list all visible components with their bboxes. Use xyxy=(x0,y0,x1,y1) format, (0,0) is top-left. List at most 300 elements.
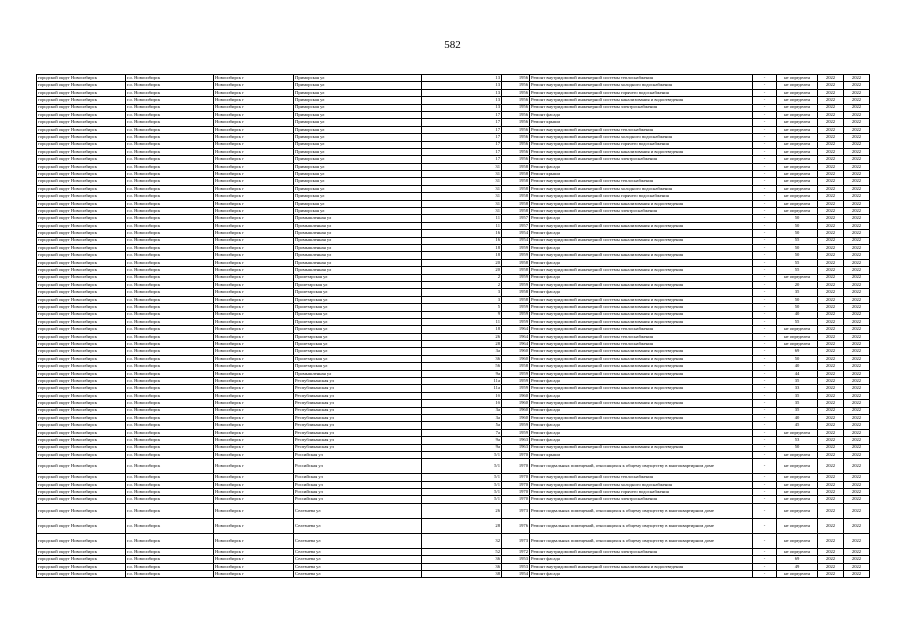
table-row xyxy=(37,281,870,288)
settlement-cell: г.о. Новосибирск xyxy=(126,548,214,555)
city-cell: Новосибирск г xyxy=(214,481,294,488)
city-cell: Новосибирск г xyxy=(214,414,294,421)
okrug-cell: городской округ Новосибирск xyxy=(37,148,126,155)
settlement-cell: г.о. Новосибирск xyxy=(126,281,214,288)
house-number-cell: 5 xyxy=(422,304,502,311)
settlement-cell: г.о. Новосибирск xyxy=(126,185,214,192)
year-start-cell: 2022 xyxy=(818,563,844,570)
work-type-cell: Ремонт внутридомовой инженерной системы холодного водоснабжения xyxy=(530,481,753,488)
year-end-cell: 2022 xyxy=(844,215,870,222)
house-number-cell: 3а xyxy=(422,407,502,414)
year-end-cell: 2022 xyxy=(844,348,870,355)
year-start-cell: 2022 xyxy=(818,89,844,96)
work-type-cell: Ремонт фасада xyxy=(530,244,753,251)
work-type-cell: Ремонт крыши xyxy=(530,171,753,178)
year-end-cell: 2022 xyxy=(844,481,870,488)
city-cell: Новосибирск г xyxy=(214,200,294,207)
okrug-cell: городской округ Новосибирск xyxy=(37,503,126,518)
city-cell: Новосибирск г xyxy=(214,185,294,192)
year-start-cell: 2022 xyxy=(818,437,844,444)
year-start-cell: 2022 xyxy=(818,326,844,333)
table-row xyxy=(37,518,870,533)
dash-cell: - xyxy=(753,237,777,244)
work-type-cell: Ремонт внутридомовой инженерной системы горячего водоснабжения xyxy=(530,193,753,200)
dash-cell: - xyxy=(753,414,777,421)
build-year-cell: 1956 xyxy=(502,89,530,96)
settlement-cell: г.о. Новосибирск xyxy=(126,355,214,362)
settlement-cell: г.о. Новосибирск xyxy=(126,296,214,303)
year-end-cell: 2022 xyxy=(844,414,870,421)
settlement-cell: г.о. Новосибирск xyxy=(126,489,214,496)
year-end-cell: 2022 xyxy=(844,289,870,296)
work-type-cell: Ремонт подвальных помещений, относящихся к общему имуществу в многоквартирном доме xyxy=(530,518,753,533)
table-row xyxy=(37,326,870,333)
okrug-cell: городской округ Новосибирск xyxy=(37,392,126,399)
year-end-cell: 2022 xyxy=(844,171,870,178)
settlement-cell: г.о. Новосибирск xyxy=(126,193,214,200)
cost-cell: не определен xyxy=(777,496,818,503)
table-row xyxy=(37,503,870,518)
year-start-cell: 2022 xyxy=(818,267,844,274)
okrug-cell: городской округ Новосибирск xyxy=(37,296,126,303)
settlement-cell: г.о. Новосибирск xyxy=(126,392,214,399)
okrug-cell: городской округ Новосибирск xyxy=(37,363,126,370)
table-row xyxy=(37,348,870,355)
street-cell: Приморская ул xyxy=(294,171,422,178)
city-cell: Новосибирск г xyxy=(214,178,294,185)
year-end-cell: 2022 xyxy=(844,97,870,104)
settlement-cell: г.о. Новосибирск xyxy=(126,414,214,421)
okrug-cell: городской округ Новосибирск xyxy=(37,274,126,281)
build-year-cell: 1958 xyxy=(502,289,530,296)
dash-cell: - xyxy=(753,97,777,104)
table-row xyxy=(37,230,870,237)
work-type-cell: Ремонт внутридомовой инженерной системы канализования и водоотведения xyxy=(530,200,753,207)
year-start-cell: 2022 xyxy=(818,141,844,148)
street-cell: Республиканская ул xyxy=(294,385,422,392)
build-year-cell: 1958 xyxy=(502,193,530,200)
street-cell: Приморская ул xyxy=(294,89,422,96)
dash-cell: - xyxy=(753,141,777,148)
okrug-cell: городской округ Новосибирск xyxy=(37,244,126,251)
work-type-cell: Ремонт внутридомовой инженерной системы электроснабжения xyxy=(530,496,753,503)
year-start-cell: 2022 xyxy=(818,444,844,451)
city-cell: Новосибирск г xyxy=(214,89,294,96)
year-start-cell: 2022 xyxy=(818,171,844,178)
city-cell: Новосибирск г xyxy=(214,82,294,89)
build-year-cell: 1958 xyxy=(502,178,530,185)
cost-cell: 40 xyxy=(777,363,818,370)
city-cell: Новосибирск г xyxy=(214,267,294,274)
okrug-cell: городской округ Новосибирск xyxy=(37,474,126,481)
okrug-cell: городской округ Новосибирск xyxy=(37,414,126,421)
city-cell: Новосибирск г xyxy=(214,274,294,281)
okrug-cell: городской округ Новосибирск xyxy=(37,370,126,377)
build-year-cell: 1956 xyxy=(502,104,530,111)
work-type-cell: Ремонт фасада xyxy=(530,422,753,429)
house-number-cell: 3а xyxy=(422,414,502,421)
year-end-cell: 2022 xyxy=(844,548,870,555)
settlement-cell: г.о. Новосибирск xyxy=(126,222,214,229)
year-end-cell: 2022 xyxy=(844,533,870,548)
dash-cell: - xyxy=(753,289,777,296)
table-row xyxy=(37,215,870,222)
house-number-cell: 5/1 xyxy=(422,496,502,503)
year-end-cell: 2022 xyxy=(844,571,870,578)
year-end-cell: 2022 xyxy=(844,326,870,333)
dash-cell: - xyxy=(753,407,777,414)
settlement-cell: г.о. Новосибирск xyxy=(126,518,214,533)
okrug-cell: городской округ Новосибирск xyxy=(37,75,126,82)
street-cell: Приморская ул xyxy=(294,97,422,104)
year-start-cell: 2022 xyxy=(818,296,844,303)
work-type-cell: Ремонт внутридомовой инженерной системы теплоснабжения xyxy=(530,126,753,133)
year-end-cell: 2022 xyxy=(844,385,870,392)
dash-cell: - xyxy=(753,185,777,192)
cost-cell: не определен xyxy=(777,82,818,89)
year-end-cell: 2022 xyxy=(844,259,870,266)
cost-cell: 55 xyxy=(777,318,818,325)
okrug-cell: городской округ Новосибирск xyxy=(37,422,126,429)
year-end-cell: 2022 xyxy=(844,200,870,207)
street-cell: Приморская ул xyxy=(294,148,422,155)
year-start-cell: 2022 xyxy=(818,378,844,385)
year-end-cell: 2022 xyxy=(844,119,870,126)
cost-cell: не определен xyxy=(777,193,818,200)
work-type-cell: Ремонт внутридомовой инженерной системы горячего водоснабжения xyxy=(530,89,753,96)
settlement-cell: г.о. Новосибирск xyxy=(126,119,214,126)
city-cell: Новосибирск г xyxy=(214,318,294,325)
city-cell: Новосибирск г xyxy=(214,311,294,318)
okrug-cell: городской округ Новосибирск xyxy=(37,481,126,488)
year-end-cell: 2022 xyxy=(844,75,870,82)
dash-cell: - xyxy=(753,422,777,429)
work-type-cell: Ремонт фасада xyxy=(530,392,753,399)
settlement-cell: г.о. Новосибирск xyxy=(126,459,214,474)
settlement-cell: г.о. Новосибирск xyxy=(126,237,214,244)
street-cell: Приморская ул xyxy=(294,111,422,118)
year-end-cell: 2022 xyxy=(844,392,870,399)
house-number-cell: 17 xyxy=(422,126,502,133)
house-number-cell: 11 xyxy=(422,222,502,229)
year-end-cell: 2022 xyxy=(844,341,870,348)
settlement-cell: г.о. Новосибирск xyxy=(126,259,214,266)
year-start-cell: 2022 xyxy=(818,237,844,244)
work-type-cell: Ремонт внутридомовой инженерной системы канализования и водоотведения xyxy=(530,97,753,104)
street-cell: Российская ул xyxy=(294,496,422,503)
year-start-cell: 2022 xyxy=(818,341,844,348)
okrug-cell: городской округ Новосибирск xyxy=(37,171,126,178)
year-end-cell: 2022 xyxy=(844,82,870,89)
work-type-cell: Ремонт внутридомовой инженерной системы горячего водоснабжения xyxy=(530,489,753,496)
city-cell: Новосибирск г xyxy=(214,208,294,215)
okrug-cell: городской округ Новосибирск xyxy=(37,548,126,555)
work-type-cell: Ремонт внутридомовой инженерной системы канализования и водоотведения xyxy=(530,281,753,288)
house-number-cell: 5/1 xyxy=(422,459,502,474)
year-end-cell: 2022 xyxy=(844,370,870,377)
year-start-cell: 2022 xyxy=(818,163,844,170)
street-cell: Приморская ул xyxy=(294,163,422,170)
year-start-cell: 2022 xyxy=(818,422,844,429)
city-cell: Новосибирск г xyxy=(214,563,294,570)
table-row xyxy=(37,126,870,133)
table-row xyxy=(37,407,870,414)
house-number-cell: 56 xyxy=(422,363,502,370)
work-type-cell: Ремонт фасада xyxy=(530,259,753,266)
street-cell: Приморская ул xyxy=(294,178,422,185)
build-year-cell: 1960 xyxy=(502,348,530,355)
settlement-cell: г.о. Новосибирск xyxy=(126,82,214,89)
okrug-cell: городской округ Новосибирск xyxy=(37,126,126,133)
house-number-cell: 20 xyxy=(422,259,502,266)
street-cell: Приморская ул xyxy=(294,134,422,141)
house-number-cell: 13 xyxy=(422,97,502,104)
table-row xyxy=(37,556,870,563)
work-type-cell: Ремонт фасада xyxy=(530,571,753,578)
okrug-cell: городской округ Новосибирск xyxy=(37,208,126,215)
build-year-cell: 1958 xyxy=(502,171,530,178)
house-number-cell: 36 xyxy=(422,556,502,563)
house-number-cell: 26 xyxy=(422,503,502,518)
table-row xyxy=(37,185,870,192)
house-number-cell: 11а xyxy=(422,385,502,392)
cost-cell: 55 xyxy=(777,259,818,266)
city-cell: Новосибирск г xyxy=(214,111,294,118)
year-end-cell: 2022 xyxy=(844,89,870,96)
city-cell: Новосибирск г xyxy=(214,281,294,288)
cost-cell: не определен xyxy=(777,141,818,148)
dash-cell: - xyxy=(753,222,777,229)
dash-cell: - xyxy=(753,437,777,444)
house-number-cell: 2 xyxy=(422,274,502,281)
okrug-cell: городской округ Новосибирск xyxy=(37,178,126,185)
street-cell: Селезнева ул xyxy=(294,571,422,578)
house-number-cell: 31 xyxy=(422,185,502,192)
work-type-cell: Ремонт внутридомовой инженерной системы теплоснабжения xyxy=(530,326,753,333)
okrug-cell: городской округ Новосибирск xyxy=(37,341,126,348)
cost-cell: 53 xyxy=(777,437,818,444)
dash-cell: - xyxy=(753,533,777,548)
street-cell: Пролетарская ул xyxy=(294,296,422,303)
table-row xyxy=(37,318,870,325)
dash-cell: - xyxy=(753,193,777,200)
work-type-cell: Ремонт фасада xyxy=(530,556,753,563)
street-cell: Селезнева ул xyxy=(294,533,422,548)
dash-cell: - xyxy=(753,548,777,555)
cost-cell: не определен xyxy=(777,459,818,474)
house-number-cell: 3 xyxy=(422,289,502,296)
year-end-cell: 2022 xyxy=(844,111,870,118)
cost-cell: 69 xyxy=(777,556,818,563)
house-number-cell: 18 xyxy=(422,244,502,251)
city-cell: Новосибирск г xyxy=(214,97,294,104)
house-number-cell: 17 xyxy=(422,141,502,148)
okrug-cell: городской округ Новосибирск xyxy=(37,311,126,318)
cost-cell: 69 xyxy=(777,348,818,355)
year-start-cell: 2022 xyxy=(818,363,844,370)
year-start-cell: 2022 xyxy=(818,289,844,296)
table-row xyxy=(37,119,870,126)
cost-cell: 35 xyxy=(777,289,818,296)
cost-cell: не определен xyxy=(777,119,818,126)
cost-cell: 45 xyxy=(777,422,818,429)
dash-cell: - xyxy=(753,489,777,496)
year-end-cell: 2022 xyxy=(844,496,870,503)
build-year-cell: 1954 xyxy=(502,571,530,578)
dash-cell: - xyxy=(753,311,777,318)
table-row xyxy=(37,274,870,281)
table-row xyxy=(37,244,870,251)
work-type-cell: Ремонт внутридомовой инженерной системы канализования и водоотведения xyxy=(530,348,753,355)
okrug-cell: городской округ Новосибирск xyxy=(37,385,126,392)
settlement-cell: г.о. Новосибирск xyxy=(126,311,214,318)
city-cell: Новосибирск г xyxy=(214,244,294,251)
build-year-cell: 1958 xyxy=(502,163,530,170)
build-year-cell: 1956 xyxy=(502,141,530,148)
build-year-cell: 1958 xyxy=(502,185,530,192)
table-row xyxy=(37,474,870,481)
street-cell: Пролетарская ул xyxy=(294,311,422,318)
house-number-cell: 11а xyxy=(422,378,502,385)
year-end-cell: 2022 xyxy=(844,503,870,518)
cost-cell: 20 xyxy=(777,281,818,288)
build-year-cell: 1960 xyxy=(502,392,530,399)
year-start-cell: 2022 xyxy=(818,178,844,185)
city-cell: Новосибирск г xyxy=(214,156,294,163)
work-type-cell: Ремонт внутридомовой инженерной системы канализования и водоотведения xyxy=(530,237,753,244)
city-cell: Новосибирск г xyxy=(214,496,294,503)
build-year-cell: 1958 xyxy=(502,267,530,274)
year-end-cell: 2022 xyxy=(844,333,870,340)
street-cell: Селезнева ул xyxy=(294,548,422,555)
year-start-cell: 2022 xyxy=(818,518,844,533)
build-year-cell: 1956 xyxy=(502,82,530,89)
work-type-cell: Ремонт подвальных помещений, относящихся к общему имуществу в многоквартирном доме xyxy=(530,459,753,474)
settlement-cell: г.о. Новосибирск xyxy=(126,326,214,333)
work-type-cell: Ремонт фасада xyxy=(530,407,753,414)
street-cell: Селезнева ул xyxy=(294,503,422,518)
street-cell: Пролетарская ул xyxy=(294,355,422,362)
settlement-cell: г.о. Новосибирск xyxy=(126,451,214,458)
table-row xyxy=(37,193,870,200)
cost-cell: не определен xyxy=(777,326,818,333)
work-type-cell: Ремонт внутридомовой инженерной системы холодного водоснабжения xyxy=(530,82,753,89)
settlement-cell: г.о. Новосибирск xyxy=(126,134,214,141)
street-cell: Республиканская ул xyxy=(294,400,422,407)
house-number-cell: 5а xyxy=(422,422,502,429)
house-number-cell: 11 xyxy=(422,318,502,325)
street-cell: Приморская ул xyxy=(294,82,422,89)
cost-cell: не определен xyxy=(777,200,818,207)
settlement-cell: г.о. Новосибирск xyxy=(126,111,214,118)
city-cell: Новосибирск г xyxy=(214,400,294,407)
work-type-cell: Ремонт внутридомовой инженерной системы электроснабжения xyxy=(530,208,753,215)
street-cell: Пролетарская ул xyxy=(294,281,422,288)
city-cell: Новосибирск г xyxy=(214,407,294,414)
cost-cell: 50 xyxy=(777,230,818,237)
year-start-cell: 2022 xyxy=(818,82,844,89)
build-year-cell: 1963 xyxy=(502,437,530,444)
cost-cell: не определен xyxy=(777,126,818,133)
year-start-cell: 2022 xyxy=(818,75,844,82)
street-cell: Промышленная ул xyxy=(294,267,422,274)
settlement-cell: г.о. Новосибирск xyxy=(126,444,214,451)
build-year-cell: 1959 xyxy=(502,318,530,325)
work-type-cell: Ремонт подвальных помещений, относящихся к общему имуществу в многоквартирном доме xyxy=(530,503,753,518)
dash-cell: - xyxy=(753,304,777,311)
year-end-cell: 2022 xyxy=(844,281,870,288)
build-year-cell: 1959 xyxy=(502,311,530,318)
cost-cell: не определен xyxy=(777,185,818,192)
okrug-cell: городской округ Новосибирск xyxy=(37,437,126,444)
okrug-cell: городской округ Новосибирск xyxy=(37,571,126,578)
cost-cell: не определен xyxy=(777,548,818,555)
cost-cell: не определен xyxy=(777,489,818,496)
city-cell: Новосибирск г xyxy=(214,215,294,222)
work-type-cell: Ремонт внутридомовой инженерной системы канализования и водоотведения xyxy=(530,311,753,318)
house-number-cell: 13 xyxy=(422,104,502,111)
street-cell: Приморская ул xyxy=(294,185,422,192)
cost-cell: 50 xyxy=(777,444,818,451)
table-row xyxy=(37,75,870,82)
year-start-cell: 2022 xyxy=(818,571,844,578)
work-type-cell: Ремонт фасада xyxy=(530,437,753,444)
street-cell: Промышленная ул xyxy=(294,259,422,266)
dash-cell: - xyxy=(753,134,777,141)
dash-cell: - xyxy=(753,571,777,578)
okrug-cell: городской округ Новосибирск xyxy=(37,141,126,148)
street-cell: Пролетарская ул xyxy=(294,304,422,311)
work-type-cell: Ремонт внутридомовой инженерной системы теплоснабжения xyxy=(530,333,753,340)
cost-cell: 50 xyxy=(777,215,818,222)
dash-cell: - xyxy=(753,215,777,222)
dash-cell: - xyxy=(753,363,777,370)
table-row xyxy=(37,89,870,96)
build-year-cell: 1960 xyxy=(502,400,530,407)
build-year-cell: 1957 xyxy=(502,215,530,222)
okrug-cell: городской округ Новосибирск xyxy=(37,104,126,111)
dash-cell: - xyxy=(753,326,777,333)
city-cell: Новосибирск г xyxy=(214,259,294,266)
table-row xyxy=(37,304,870,311)
cost-cell: 35 xyxy=(777,407,818,414)
dash-cell: - xyxy=(753,267,777,274)
okrug-cell: городской округ Новосибирск xyxy=(37,134,126,141)
city-cell: Новосибирск г xyxy=(214,134,294,141)
work-type-cell: Ремонт фасада xyxy=(530,429,753,436)
dash-cell: - xyxy=(753,178,777,185)
table-row xyxy=(37,489,870,496)
year-start-cell: 2022 xyxy=(818,274,844,281)
cost-cell: не определен xyxy=(777,474,818,481)
cost-cell: не определен xyxy=(777,274,818,281)
work-type-cell: Ремонт внутридомовой инженерной системы канализования и водоотведения xyxy=(530,355,753,362)
street-cell: Промышленная ул xyxy=(294,252,422,259)
table-row xyxy=(37,385,870,392)
dash-cell: - xyxy=(753,89,777,96)
build-year-cell: 1959 xyxy=(502,370,530,377)
okrug-cell: городской округ Новосибирск xyxy=(37,496,126,503)
table-row xyxy=(37,200,870,207)
okrug-cell: городской округ Новосибирск xyxy=(37,489,126,496)
year-end-cell: 2022 xyxy=(844,363,870,370)
table-row xyxy=(37,444,870,451)
city-cell: Новосибирск г xyxy=(214,385,294,392)
okrug-cell: городской округ Новосибирск xyxy=(37,556,126,563)
house-number-cell: 13 xyxy=(422,82,502,89)
year-end-cell: 2022 xyxy=(844,252,870,259)
build-year-cell: 1956 xyxy=(502,75,530,82)
